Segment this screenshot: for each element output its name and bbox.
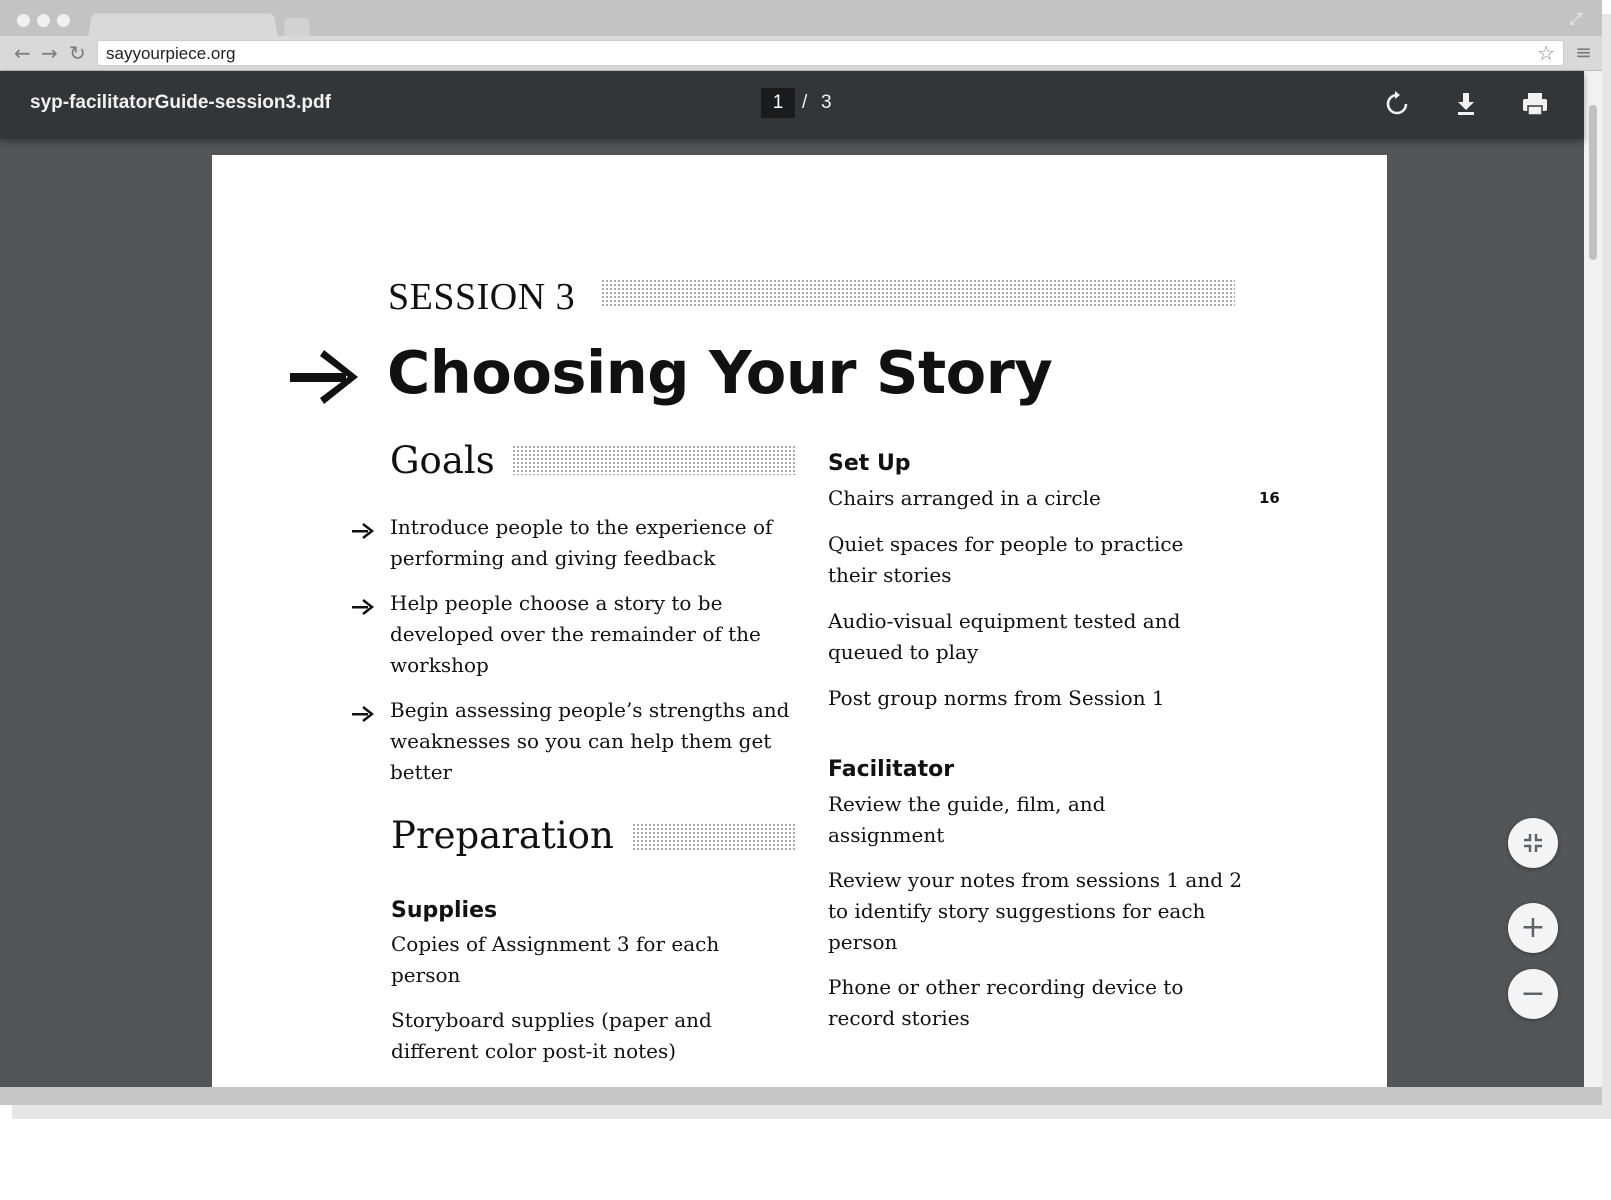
bullet-arrow-icon [352,599,374,615]
setup-heading: Set Up [828,451,911,476]
supplies-heading: Supplies [391,898,498,923]
new-tab-button[interactable] [284,18,310,36]
fit-to-page-button[interactable] [1508,818,1558,868]
halftone-decoration [632,823,796,851]
page-number-input[interactable]: 1 [761,88,795,118]
browser-tab[interactable] [88,13,278,38]
fullscreen-icon[interactable]: ⤢ [1569,9,1582,28]
facilitator-item: Review your notes from sessions 1 and 2 to identify story suggestions for each person [828,868,1243,954]
minimize-window-dot[interactable] [37,14,50,27]
setup-item: Post group norms from Session 1 [828,686,1165,710]
setup-item: Chairs arranged in a circle [828,486,1101,510]
supplies-item: Copies of Assignment 3 for each person [391,932,720,987]
facilitator-heading: Facilitator [828,757,955,782]
forward-icon[interactable]: → [41,41,58,65]
goal-item: Introduce people to the experience of performing and giving feedback [390,515,773,570]
goal-item: Begin assessing people’s strengths and weaknesses so you can help them get better [390,698,790,784]
facilitator-item: Review the guide, film, and assignment [828,792,1106,847]
setup-item: Quiet spaces for people to practice their stories [828,532,1184,587]
zoom-in-button[interactable]: + [1508,903,1558,953]
close-window-dot[interactable] [17,14,30,27]
bullet-arrow-icon [352,706,374,722]
setup-item: Audio-visual equipment tested and queued to play [828,609,1181,664]
pdf-toolbar [0,71,1584,139]
page-total: 3 [821,92,832,113]
page-separator: / [802,92,808,113]
fit-to-page-icon [1522,832,1544,854]
download-icon[interactable] [1449,87,1483,121]
title-bar [0,0,1602,36]
session-label: SESSION 3 [388,276,576,318]
browser-menu-icon[interactable]: ≡ [1575,40,1592,64]
zoom-out-button[interactable]: − [1508,969,1558,1019]
rotate-icon[interactable] [1380,87,1414,121]
goal-item: Help people choose a story to be developed over the remainder of the workshop [390,591,761,677]
facilitator-item: Phone or other recording device to record stories [828,975,1184,1030]
bullet-arrow-icon [352,523,374,539]
scrollbar-thumb[interactable] [1589,105,1597,260]
pdf-filename: syp-facilitatorGuide-session3.pdf [30,92,331,113]
url-text: sayyourpiece.org [106,44,236,63]
halftone-decoration [601,279,1235,307]
bookmark-star-icon[interactable]: ☆ [1537,41,1555,65]
pdf-viewer [0,139,1584,1087]
back-icon[interactable]: ← [14,41,31,65]
supplies-item: Storyboard supplies (paper and different color post-it notes) [391,1008,712,1063]
pdf-page [212,155,1387,1087]
goals-heading: Goals [390,439,495,482]
document-title: Choosing Your Story [387,338,1053,407]
print-icon[interactable] [1518,87,1552,121]
preparation-heading: Preparation [391,814,614,857]
page-number-label: 16 [1259,489,1280,507]
halftone-decoration [512,445,796,475]
browser-toolbar [0,36,1602,71]
address-bar[interactable] [97,40,1564,66]
reload-icon[interactable]: ↻ [69,41,86,65]
scrollbar[interactable] [1584,71,1602,1087]
maximize-window-dot[interactable] [57,14,70,27]
title-arrow-icon [290,348,360,406]
